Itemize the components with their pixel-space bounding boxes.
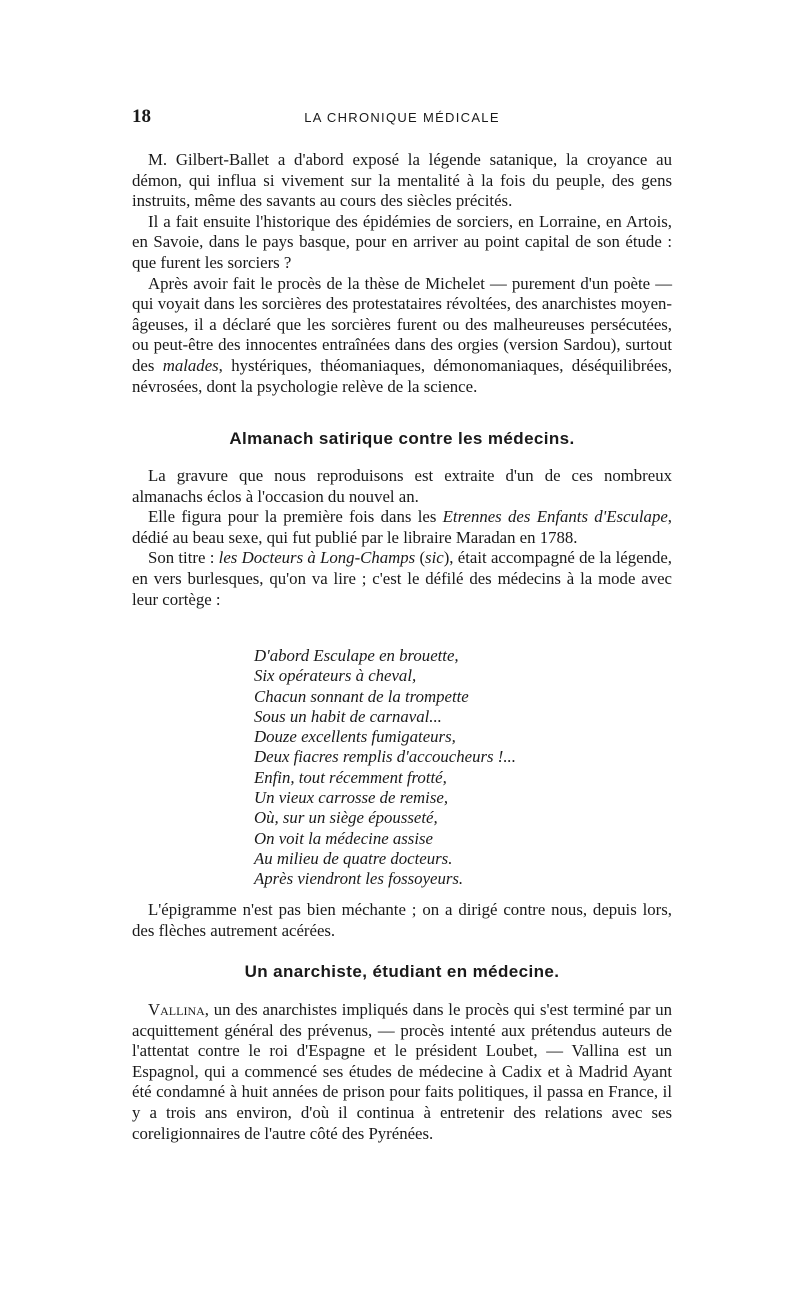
- paragraph: Il a fait ensuite l'historique des épidémies de sorciers, en Lorraine, en Artois, en Savoie, dans le pays basque, pour en arriver au point capital de son étude : que furent les sorciers ?: [132, 211, 672, 272]
- section-anarchiste: [132, 1000, 672, 1144]
- section-almanach: [132, 466, 672, 610]
- paragraph: [132, 1000, 672, 1144]
- italic-text: malades: [162, 355, 219, 375]
- poem-line: Au milieu de quatre docteurs.: [254, 848, 453, 868]
- poem-line: D'abord Esculape en brouette,: [254, 646, 459, 665]
- poem: [254, 646, 674, 890]
- text-span: , hystériques, théomaniaques, démonomaniaques, déséquilibrées, névrosées, dont la psychologie relève de la science.: [132, 355, 672, 396]
- section-almanach-closing: [132, 900, 672, 941]
- text-span: Son titre :: [148, 548, 219, 568]
- paragraph: M. Gilbert-Ballet a d'abord exposé la légende satanique, la croyance au démon, qui influa si vivement sur la mentalité à la fois du peuple, des gens instruits, même des savants au cours des siècles précités.: [132, 150, 672, 211]
- paragraph: [132, 507, 672, 548]
- poem-line: Où, sur un siège épousseté,: [254, 808, 438, 828]
- poem-line: Enfin, tout récemment frotté,: [254, 767, 447, 787]
- text-span: , un des anarchistes impliqués dans le procès qui s'est terminé par un acquittement général des prévenus, — procès intenté aux prétendus auteurs de l'attentat contre le roi d'Espagne et le président Loubet, — Vallina est un Espagnol, qui a commencé ses études de médecine à Cadix et à Madrid Ayant été condamné à huit années de prison pour faits politiques, il passa en France, il y a trois ans environ, d'où il continua à entretenir des relations avec ses coreligionnaires de l'autre côté des Pyrénées.: [132, 1000, 672, 1143]
- paragraph: La gravure que nous reproduisons est extraite d'un de ces nombreux almanachs éclos à l'occasion du nouvel an.: [132, 466, 672, 506]
- poem-line: Un vieux carrosse de remise,: [254, 788, 449, 808]
- poem-line: Sous un habit de carnaval...: [254, 706, 442, 726]
- section-heading-almanach: Almanach satirique contre les médecins.: [229, 429, 575, 448]
- text-span: (: [415, 548, 426, 568]
- poem-line: Deux fiacres remplis d'accoucheurs !...: [254, 747, 516, 767]
- text-span: , dédié au beau sexe, qui fut publié par le libraire Maradan en 1788.: [132, 507, 672, 547]
- italic-text: les Docteurs à Long-Champs: [218, 548, 416, 568]
- poem-line: On voit la médecine assise: [254, 828, 433, 848]
- paragraph: [132, 274, 672, 398]
- poem-line: Chacun sonnant de la trompette: [254, 686, 469, 706]
- running-title: LA CHRONIQUE MÉDICALE: [304, 110, 500, 125]
- text-span: Après avoir fait le procès de la thèse de Michelet — purement d'un poète — qui voyait dans les sorcières des protestataires révoltées, des anarchistes moyen-âgeuses, il a déclaré que les sorcières furent ou des malheureuses persécutées, ou peut-être des innocentes entraînées dans des orgies (version Sardou), surtout des: [132, 273, 672, 375]
- italic-text: sic: [425, 548, 444, 568]
- page-header: [132, 106, 672, 132]
- paragraph: L'épigramme n'est pas bien méchante ; on a dirigé contre nous, depuis lors, des flèches autrement acérées.: [132, 900, 672, 940]
- text-span: Elle figura pour la première fois dans les: [148, 507, 443, 527]
- page-number: 18: [132, 106, 151, 127]
- poem-line: Après viendront les fossoyeurs.: [254, 869, 464, 889]
- poem-line: Douze excellents fumigateurs,: [254, 727, 456, 747]
- section-heading-anarchiste: Un anarchiste, étudiant en médecine.: [244, 962, 560, 981]
- text-span: ), était accompagné de la légende, en vers burlesques, qu'on va lire ; c'est le défilé des médecins à la mode avec leur cortège :: [132, 548, 672, 609]
- small-caps-name: Vallina: [148, 1000, 205, 1019]
- paragraph: [132, 548, 672, 610]
- italic-text: Etrennes des Enfants d'Esculape: [442, 507, 668, 527]
- poem-line: Six opérateurs à cheval,: [254, 666, 417, 686]
- section-sorciers: [132, 150, 672, 397]
